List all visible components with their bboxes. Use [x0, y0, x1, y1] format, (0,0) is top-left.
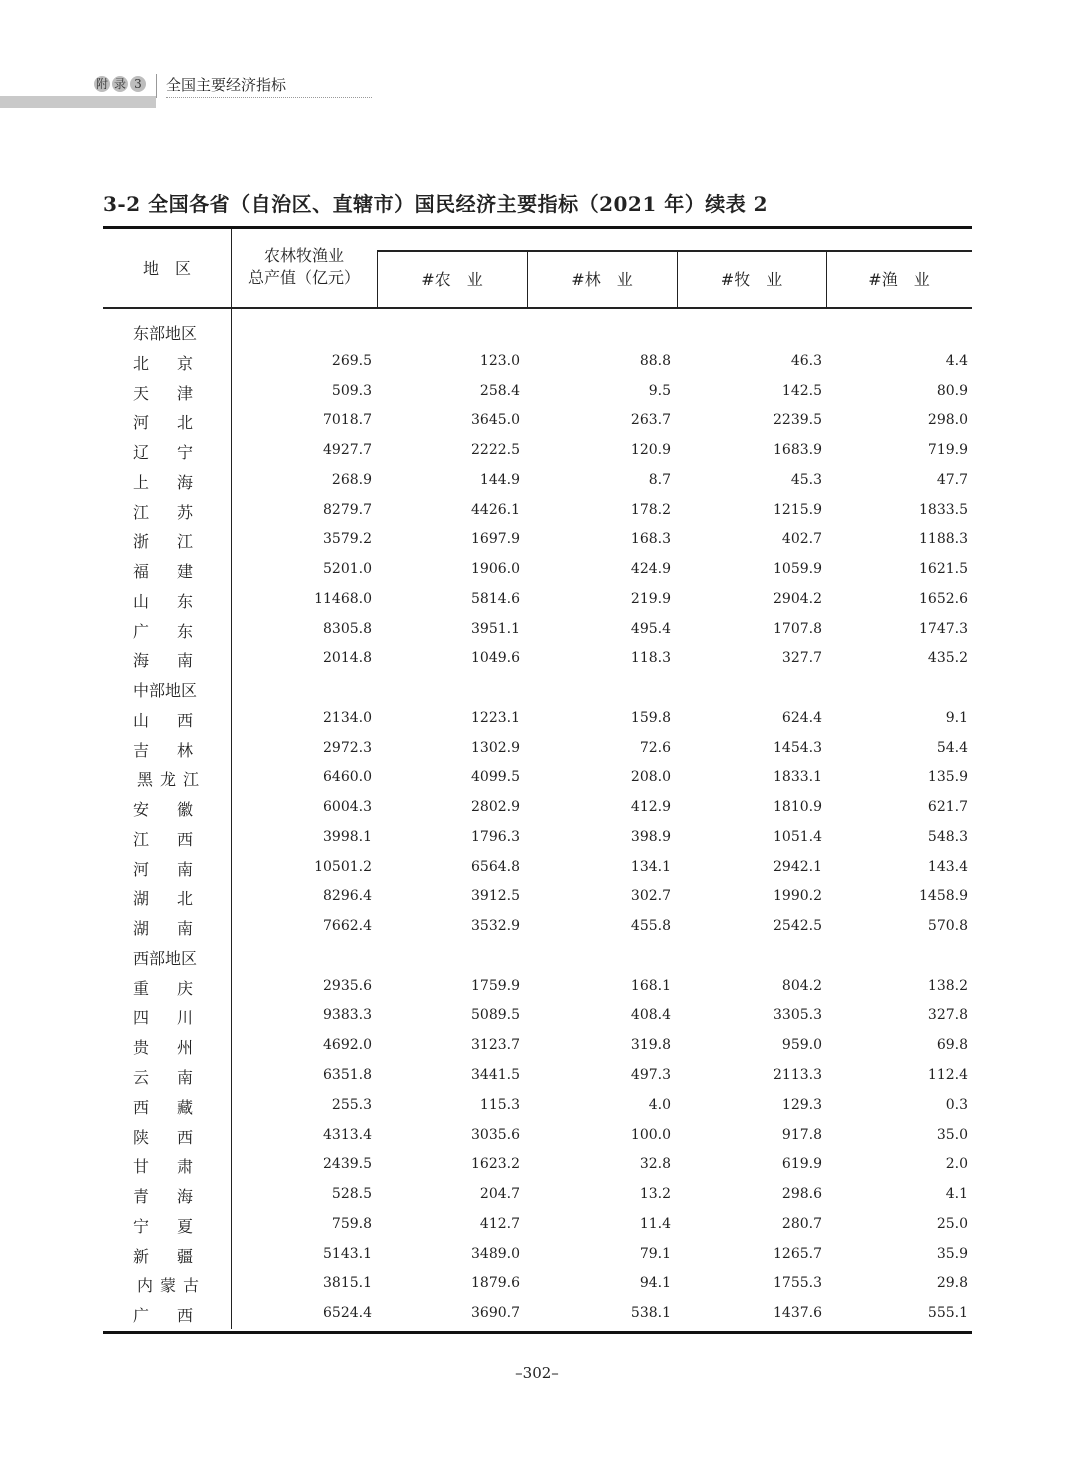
header-total-line2: 总产值（亿元） [247, 268, 360, 287]
value-cell: 495.4 [630, 620, 671, 637]
value-cell: 6524.4 [323, 1305, 372, 1322]
value-cell: 509.3 [331, 382, 372, 399]
value-cell: 269.5 [331, 352, 372, 369]
value-cell: 959.0 [781, 1037, 822, 1054]
value-cell: 255.3 [331, 1096, 372, 1113]
value-cell: 4692.0 [323, 1037, 372, 1054]
value-cell: 168.1 [630, 977, 671, 994]
region-name: 福建 [133, 562, 193, 582]
value-cell: 2113.3 [773, 1067, 822, 1083]
value-cell: 412.7 [479, 1215, 520, 1232]
region-name: 黑龙江 [137, 770, 199, 790]
value-cell: 538.1 [630, 1305, 671, 1322]
value-cell: 2014.8 [323, 650, 372, 667]
group-row [103, 941, 972, 971]
table-row [103, 376, 972, 406]
value-cell: 4099.5 [471, 769, 520, 786]
value-cell: 143.4 [927, 858, 968, 875]
table-row [103, 1000, 972, 1030]
region-name: 青海 [133, 1187, 193, 1207]
value-cell: 2222.5 [471, 442, 520, 459]
table-row [103, 1120, 972, 1150]
value-cell: 327.8 [927, 1007, 968, 1024]
region-name: 云南 [133, 1068, 193, 1087]
region-name: 湖北 [133, 889, 193, 909]
value-cell: 4.1 [945, 1186, 968, 1203]
value-cell: 302.7 [630, 888, 671, 905]
value-cell: 159.8 [630, 709, 671, 726]
value-cell: 1755.3 [773, 1275, 822, 1292]
region-name: 湖南 [133, 919, 193, 939]
value-cell: 408.4 [630, 1007, 671, 1024]
value-cell: 3690.7 [471, 1305, 520, 1322]
value-cell: 1833.5 [919, 501, 968, 518]
value-cell: 5201.0 [323, 561, 372, 578]
value-cell: 5814.6 [471, 590, 520, 607]
table-row [103, 614, 972, 644]
table-row [103, 822, 972, 852]
table-row [103, 762, 972, 792]
value-cell: 2942.1 [773, 858, 822, 875]
table-row [103, 346, 972, 376]
value-cell: 555.1 [927, 1305, 968, 1322]
region-name: 江西 [133, 829, 193, 849]
subheader-rule [377, 250, 972, 252]
value-cell: 1833.1 [773, 769, 822, 786]
value-cell: 138.2 [927, 977, 968, 994]
value-cell: 3489.0 [471, 1245, 520, 1262]
value-cell: 35.0 [936, 1126, 968, 1143]
region-name: 浙江 [133, 532, 193, 552]
value-cell: 219.9 [630, 590, 671, 607]
value-cell: 1623.2 [471, 1156, 520, 1173]
value-cell: 548.3 [927, 828, 968, 845]
value-cell: 142.5 [781, 382, 822, 399]
value-cell: 120.9 [630, 442, 671, 459]
region-name: 内蒙古 [137, 1276, 199, 1296]
table-title: 3-2 全国各省（自治区、直辖市）国民经济主要指标（2021 年）续表 2 [103, 192, 769, 216]
value-cell: 112.4 [927, 1067, 968, 1083]
value-cell: 435.2 [927, 650, 968, 667]
value-cell: 2.0 [945, 1156, 968, 1173]
table-row [103, 971, 972, 1001]
value-cell: 319.8 [630, 1037, 671, 1054]
value-cell: 2802.9 [471, 799, 520, 816]
value-cell: 10501.2 [314, 858, 372, 875]
value-cell: 9.1 [945, 709, 968, 726]
value-cell: 1621.5 [919, 561, 968, 578]
table-row [103, 495, 972, 525]
value-cell: 45.3 [790, 471, 822, 488]
value-cell: 8305.8 [323, 620, 372, 637]
value-cell: 6460.0 [323, 769, 372, 786]
appendix-char: 录 [113, 77, 126, 91]
value-cell: 1059.9 [773, 561, 822, 578]
value-cell: 3912.5 [471, 888, 520, 905]
value-cell: 1879.6 [471, 1275, 520, 1292]
value-cell: 3645.0 [471, 412, 520, 429]
value-cell: 2935.6 [323, 977, 372, 994]
value-cell: 804.2 [781, 977, 822, 994]
value-cell: 118.3 [630, 650, 671, 667]
value-cell: 1454.3 [773, 739, 822, 756]
value-cell: 2439.5 [323, 1156, 372, 1173]
value-cell: 258.4 [479, 382, 520, 399]
value-cell: 168.3 [630, 531, 671, 548]
value-cell: 2134.0 [323, 709, 372, 726]
region-name: 天津 [133, 383, 193, 403]
value-cell: 1302.9 [471, 739, 520, 756]
value-cell: 398.9 [630, 828, 671, 845]
region-name: 宁夏 [133, 1216, 193, 1236]
region-name: 陕西 [133, 1127, 193, 1147]
value-cell: 1049.6 [471, 650, 520, 667]
value-cell: 9.5 [648, 382, 671, 399]
value-cell: 2904.2 [773, 590, 822, 607]
value-cell: 1810.9 [773, 799, 822, 816]
value-cell: 204.7 [479, 1186, 520, 1203]
value-cell: 2239.5 [773, 412, 822, 429]
value-cell: 412.9 [630, 799, 671, 816]
value-cell: 402.7 [781, 531, 822, 548]
group-label: 西部地区 [133, 948, 198, 968]
value-cell: 1697.9 [471, 531, 520, 548]
value-cell: 917.8 [781, 1126, 822, 1143]
value-cell: 178.2 [630, 501, 671, 518]
value-cell: 47.7 [936, 471, 968, 488]
value-cell: 3305.3 [773, 1007, 822, 1024]
value-cell: 1265.7 [773, 1245, 822, 1262]
value-cell: 129.3 [781, 1096, 822, 1113]
value-cell: 5089.5 [471, 1007, 520, 1024]
value-cell: 35.9 [936, 1245, 968, 1262]
value-cell: 3998.1 [323, 828, 372, 845]
data-table [103, 226, 972, 1334]
region-name: 安徽 [133, 800, 193, 820]
table-row [103, 733, 972, 763]
value-cell: 80.9 [936, 382, 968, 399]
value-cell: 100.0 [630, 1126, 671, 1143]
region-name: 新疆 [133, 1246, 193, 1266]
value-cell: 1990.2 [773, 888, 822, 905]
table-row [103, 703, 972, 733]
value-cell: 619.9 [781, 1156, 822, 1173]
table-row [103, 524, 972, 554]
group-label: 东部地区 [133, 324, 198, 343]
value-cell: 1458.9 [919, 888, 968, 905]
table-row [103, 1149, 972, 1179]
value-cell: 455.8 [630, 918, 671, 935]
value-cell: 263.7 [630, 412, 671, 429]
table-row [103, 1268, 972, 1298]
value-cell: 528.5 [331, 1186, 372, 1203]
running-header-title: 全国主要经济指标 [166, 74, 372, 98]
group-row [103, 316, 972, 346]
header-agriculture: #农 业 [421, 270, 483, 289]
value-cell: 719.9 [927, 442, 968, 459]
value-cell: 144.9 [479, 471, 520, 488]
appendix-label [94, 76, 146, 92]
table-row [103, 405, 972, 435]
table-row [103, 1179, 972, 1209]
value-cell: 79.1 [639, 1245, 671, 1262]
value-cell: 268.9 [331, 471, 372, 488]
value-cell: 208.0 [630, 769, 671, 786]
header-divider [156, 74, 157, 98]
value-cell: 424.9 [630, 561, 671, 578]
value-cell: 69.8 [936, 1037, 968, 1054]
value-cell: 5143.1 [323, 1245, 372, 1262]
value-cell: 46.3 [790, 352, 822, 369]
appendix-number: 3 [130, 76, 146, 92]
value-cell: 115.3 [479, 1096, 520, 1113]
header-total-line1: 农林牧渔业 [263, 246, 344, 265]
value-cell: 4426.1 [471, 501, 520, 518]
region-name: 贵州 [133, 1038, 193, 1058]
value-cell: 94.1 [639, 1275, 671, 1292]
value-cell: 4.4 [945, 352, 968, 369]
header-fishery: #渔 业 [868, 270, 930, 289]
table-row [103, 1030, 972, 1060]
value-cell: 1796.3 [471, 828, 520, 845]
table-row [103, 465, 972, 495]
table-row [103, 643, 972, 673]
region-name: 西藏 [133, 1097, 193, 1117]
value-cell: 1051.4 [773, 828, 822, 845]
table-row [103, 435, 972, 465]
value-cell: 8279.7 [323, 501, 372, 518]
value-cell: 1747.3 [919, 620, 968, 637]
region-name: 甘肃 [133, 1157, 193, 1177]
value-cell: 3441.5 [471, 1067, 520, 1083]
table-row [103, 1090, 972, 1120]
region-name: 海南 [133, 651, 193, 671]
value-cell: 134.1 [630, 858, 671, 875]
value-cell: 0.3 [945, 1096, 968, 1113]
header-rule [103, 307, 972, 309]
value-cell: 1437.6 [773, 1305, 822, 1322]
table-row [103, 1239, 972, 1269]
page-number: –302– [515, 1364, 559, 1382]
value-cell: 1223.1 [471, 709, 520, 726]
value-cell: 3532.9 [471, 918, 520, 935]
value-cell: 9383.3 [323, 1007, 372, 1024]
value-cell: 6564.8 [471, 858, 520, 875]
value-cell: 1683.9 [773, 442, 822, 459]
region-name: 辽宁 [133, 443, 193, 463]
value-cell: 298.6 [781, 1186, 822, 1203]
table-row [103, 852, 972, 882]
region-name: 北京 [133, 353, 193, 373]
value-cell: 25.0 [936, 1215, 968, 1232]
value-cell: 8.7 [648, 471, 671, 488]
table-row [103, 584, 972, 614]
value-cell: 7662.4 [323, 918, 372, 935]
table-row [103, 1298, 972, 1328]
group-row [103, 673, 972, 703]
value-cell: 624.4 [781, 709, 822, 726]
value-cell: 4.0 [648, 1096, 671, 1113]
table-row [103, 792, 972, 822]
header-forestry: #林 业 [571, 270, 633, 289]
value-cell: 4927.7 [323, 442, 372, 459]
value-cell: 135.9 [927, 769, 968, 786]
group-label: 中部地区 [133, 681, 198, 701]
region-name: 河南 [133, 859, 193, 879]
value-cell: 570.8 [927, 918, 968, 935]
value-cell: 1759.9 [471, 977, 520, 994]
value-cell: 6351.8 [323, 1067, 372, 1083]
appendix-char: 附 [95, 77, 108, 91]
value-cell: 621.7 [927, 799, 968, 816]
region-name: 山东 [133, 591, 193, 611]
table-row [103, 1209, 972, 1239]
region-name: 江苏 [133, 502, 193, 522]
region-name: 四川 [133, 1008, 193, 1028]
header-animal-husbandry: #牧 业 [720, 270, 783, 289]
value-cell: 3579.2 [323, 531, 372, 548]
value-cell: 2542.5 [773, 918, 822, 935]
value-cell: 1906.0 [471, 561, 520, 578]
value-cell: 1215.9 [773, 501, 822, 518]
value-cell: 1707.8 [773, 620, 822, 637]
region-name: 山西 [133, 710, 193, 730]
value-cell: 32.8 [639, 1156, 671, 1173]
table-row [103, 911, 972, 941]
region-name: 广东 [133, 621, 193, 641]
value-cell: 8296.4 [323, 888, 372, 905]
value-cell: 759.8 [331, 1215, 372, 1232]
region-name: 广西 [133, 1306, 193, 1326]
table-row [103, 1060, 972, 1090]
value-cell: 280.7 [781, 1215, 822, 1232]
value-cell: 497.3 [630, 1067, 671, 1083]
table-row [103, 881, 972, 911]
value-cell: 1652.6 [919, 590, 968, 607]
value-cell: 298.0 [927, 412, 968, 429]
header-region: 地 区 [142, 259, 191, 278]
value-cell: 2972.3 [323, 739, 372, 756]
value-cell: 4313.4 [323, 1126, 372, 1143]
value-cell: 11.4 [639, 1215, 671, 1232]
value-cell: 327.7 [781, 650, 822, 667]
value-cell: 13.2 [639, 1186, 671, 1203]
header-total [231, 245, 377, 289]
value-cell: 1188.3 [919, 531, 968, 548]
value-cell: 3123.7 [471, 1037, 520, 1054]
value-cell: 72.6 [639, 739, 671, 756]
region-name: 重庆 [133, 978, 193, 998]
value-cell: 88.8 [639, 352, 671, 369]
value-cell: 6004.3 [323, 799, 372, 816]
value-cell: 54.4 [936, 739, 968, 756]
header-band [0, 96, 156, 108]
value-cell: 7018.7 [323, 412, 372, 429]
value-cell: 123.0 [479, 352, 520, 369]
region-name: 上海 [133, 472, 193, 492]
table-row [103, 554, 972, 584]
value-cell: 3035.6 [471, 1126, 520, 1143]
region-name: 吉林 [133, 740, 193, 760]
value-cell: 29.8 [936, 1275, 968, 1292]
value-cell: 3815.1 [323, 1275, 372, 1292]
value-cell: 11468.0 [314, 590, 372, 607]
value-cell: 3951.1 [471, 620, 520, 637]
region-name: 河北 [133, 413, 193, 433]
